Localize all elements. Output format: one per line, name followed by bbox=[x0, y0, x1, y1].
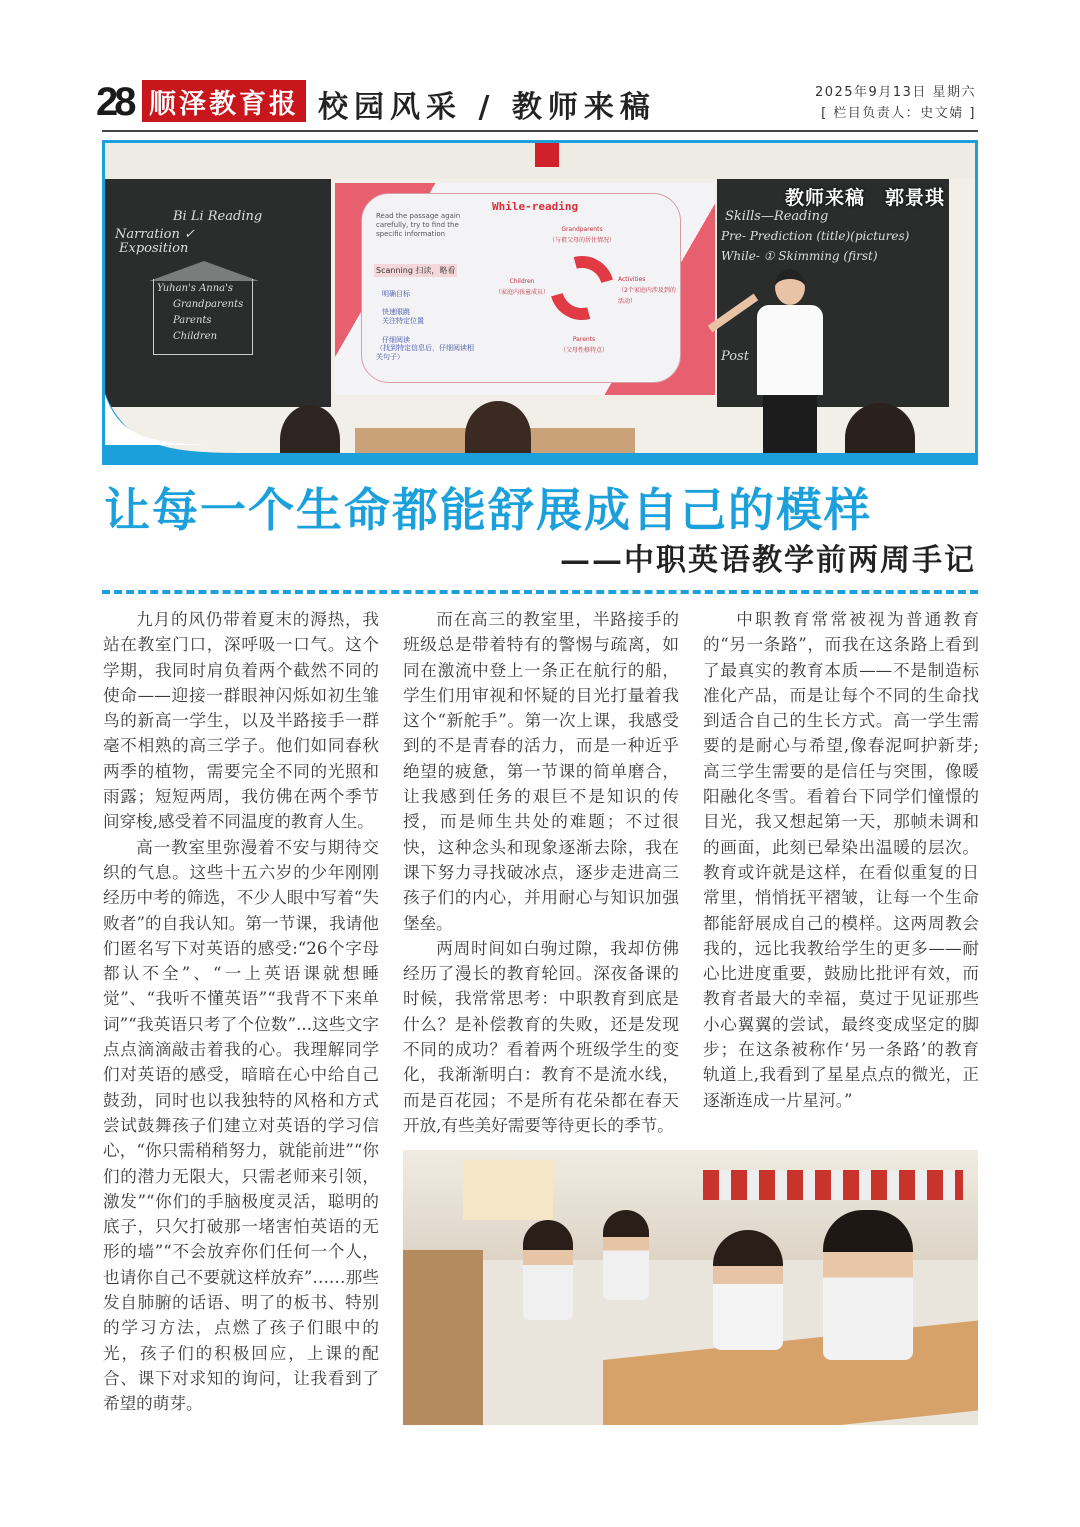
student-head bbox=[280, 405, 340, 465]
student-head bbox=[465, 401, 531, 465]
header-divider bbox=[102, 130, 978, 132]
student-head bbox=[845, 403, 915, 465]
section-title: 校园风采 / 教师来稿 bbox=[318, 90, 656, 125]
slide-scanning: Scanning 扫读，略看 bbox=[376, 266, 456, 275]
cycle-label: Activities （2个家庭内涉及到的活动） bbox=[618, 276, 676, 305]
paragraph: 高一教室里弥漫着不安与期待交织的气息。这些十五六岁的少年刚刚经历中考的筛选，不少人眼中写着“失败者”的自我认知。第一节课，我请他们匿名写下对英语的感受:“26个字母都认不全”、“一上英语课就想睡觉”、“我听不懂英语”“我背不下来单词”“我英语只考了个位数”...这些文字点点滴滴敲击着我的心。我理解同学们对英语的感受，暗暗在心中给自己鼓劲，同时也以我独特的风格和方式尝试鼓舞孩子们建立对英语的学习信心，“你只需稍稍努力，就能前进”“你们的潜力无限大，只需老师来引领，激发”“你们的手脑极度灵活，聪明的底子，只欠打破那一堵害怕英语的无形的墙”“不会放弃你们任何一个人，也请你自己不要就这样放弃”……那些发自肺腑的话语、明了的板书、特别的学习方法，点燃了孩子们眼中的光，孩子们的积极回应，上课的配合、课下对求知的询问，让我看到了希望的萌芽。 bbox=[103, 837, 379, 1414]
page-number: 28 bbox=[96, 80, 133, 124]
slide-bullet: 仔细阅读 bbox=[382, 336, 410, 344]
teacher-figure bbox=[745, 269, 835, 465]
cycle-label: Children （家庭内孩童成员） bbox=[494, 278, 549, 296]
paragraph: 中职教育常常被视为普通教育的“另一条路”，而我在这条路上看到了最真实的教育本质——不是制造标准化产品，而是让每个不同的生命找到适合自己的生长方式。高一学生需要的是耐心与希望,像春泥呵护新芽;高三学生需要的是信任与突围，像暖阳融化冬雪。看着台下同学们憧憬的目光，我又想起第一天，那帧未调和的画面，此刻已晕染出温暖的层次。教育或许就是这样，在看似重复的日常里，悄悄抚平褶皱，让每一个生命都能舒展成自己的模样。这两周教会我的，远比我教给学生的更多——耐心比进度重要，鼓励比批评有效，而教育者最大的幸福，莫过于见证那些小心翼翼的尝试，最终变成坚定的脚步；在这条被称作‘另一条路’的教育轨道上,我看到了星星点点的微光，正逐渐连成一片星河。” bbox=[703, 610, 979, 1110]
article-column-1 bbox=[103, 607, 379, 1417]
board-text: Pre- Prediction (title)(pictures) bbox=[721, 229, 910, 243]
board-text: While- ① Skimming (first) bbox=[721, 249, 878, 263]
students-classroom-photo bbox=[403, 1150, 978, 1425]
slide-bullet: 关注特定位置 bbox=[382, 317, 424, 325]
article-column-2 bbox=[403, 607, 679, 1138]
board-text: Narration ✓ bbox=[115, 227, 195, 242]
newspaper-logo: 顺泽教育报 bbox=[142, 80, 306, 122]
wall-sign bbox=[535, 143, 559, 167]
board-text: Grandparents bbox=[173, 299, 244, 310]
photo-byline: 教师来稿 郭景琪 bbox=[784, 187, 945, 209]
classroom-photo bbox=[102, 140, 978, 465]
column-editor: [ 栏目负责人：史文婧 ] bbox=[821, 106, 976, 121]
slide-bullet: （找到特定信息后，仔细阅读相关句子） bbox=[376, 344, 474, 361]
title-divider bbox=[102, 590, 978, 594]
presentation-slide bbox=[335, 183, 715, 395]
article-subtitle: ——中职英语教学前两周手记 bbox=[560, 543, 976, 578]
board-text: Skills—Reading bbox=[725, 209, 829, 224]
board-text: Bi Li Reading bbox=[173, 209, 263, 224]
article-column-3 bbox=[703, 607, 979, 1113]
issue-info bbox=[815, 82, 976, 124]
cycle-label: Grandparents （与祖父母的居住情况） bbox=[548, 226, 615, 244]
slide-bullet: 快速眼跳 bbox=[382, 308, 410, 316]
board-text: Exposition bbox=[119, 241, 189, 256]
paragraph: 两周时间如白驹过隙，我却仿佛经历了漫长的教育轮回。深夜备课的时候，我常常思考：中职教育到底是什么？是补偿教育的失败，还是发现不同的成功？看着两个班级学生的变化，我渐渐明白：教育不是流水线，而是百花园；不是所有花朵都在春天开放,有些美好需要等待更长的季节。 bbox=[403, 938, 679, 1135]
article-title: 让每一个生命都能舒展成自己的模样 bbox=[104, 483, 872, 537]
paragraph: 而在高三的教室里，半路接手的班级总是带着特有的警惕与疏离，如同在激流中登上一条正在航行的船，学生们用审视和怀疑的目光打量着我这个“新舵手”。第一次上课，我感受到的不是青春的活力，而是一种近乎绝望的疲惫，第一节课的简单磨合，让我感到任务的艰巨不是知识的传授，而是师生共处的难题；不过很快，这种念头和现象逐渐去除，我在课下努力寻找破冰点，逐步走进高三孩子们的内心，并用耐心与知识加强堡垒。 bbox=[403, 610, 679, 933]
paragraph: 九月的风仍带着夏末的溽热，我站在教室门口，深呼吸一口气。这个学期，我同时肩负着两个截然不同的使命——迎接一群眼神闪烁如初生雏鸟的新高一学生，以及半路接手一群毫不相熟的高三学子。他们如同春秋两季的植物，需要完全不同的光照和雨露；短短两周，我仿佛在两个季节间穿梭,感受着不同温度的教育人生。 bbox=[103, 610, 379, 832]
board-text: Parents bbox=[173, 315, 212, 326]
slide-instruction: Read the passage again carefully, try to find the specific information bbox=[376, 212, 461, 238]
board-text: Post bbox=[721, 349, 749, 364]
cycle-label: Parents （父母性格特点） bbox=[559, 336, 608, 354]
issue-date: 2025年9月13日 星期六 bbox=[814, 85, 976, 100]
board-text: Children bbox=[173, 331, 218, 342]
slide-title: While-reading bbox=[492, 200, 579, 213]
house-roof-drawing bbox=[149, 261, 259, 281]
slide-panel bbox=[361, 193, 681, 383]
board-text: Yuhan's Anna's bbox=[157, 283, 234, 294]
slide-bullet: 明确目标 bbox=[382, 290, 410, 298]
left-chalkboard bbox=[105, 179, 331, 407]
